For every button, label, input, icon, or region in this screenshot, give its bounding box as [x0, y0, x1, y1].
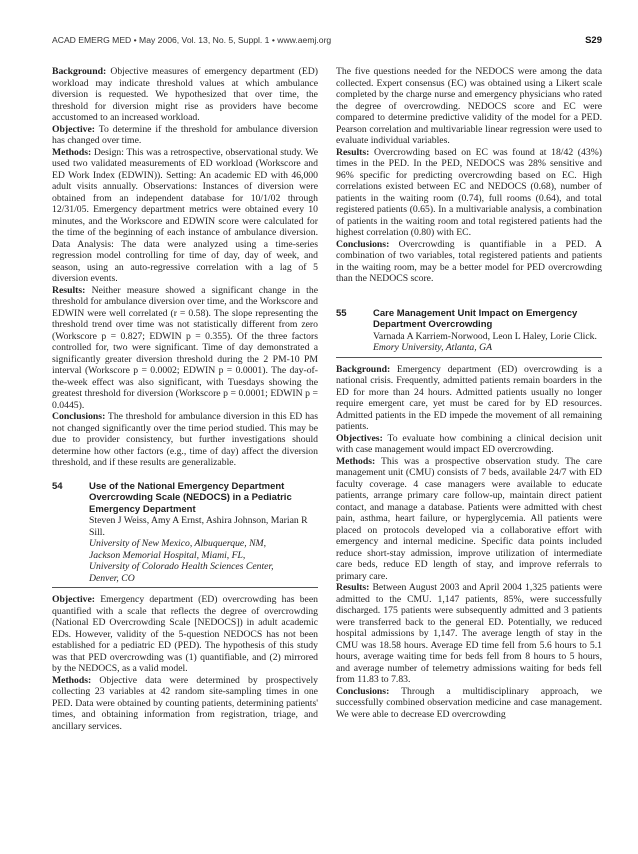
abstract-title: Use of the National Emergency Department Overcrowding Scale (NEDOCS) in a Pediatric Emergency Department [89, 480, 292, 515]
abstract-continuation: The five questions needed for the NEDOCS were among the data collected. Expert consensus (EC) was obtained using a Likert scale completed by the charge nurse and emergency physicians who rated the degree of overcrowding. NEDOCS score and EC were compared to determine predictive validity of the model for a PED. Pearson correlation and multivariable linear regression were used to evaluate individual variables. [336, 66, 602, 146]
abstract-53-body [52, 66, 318, 469]
abstract-authors: Varnada A Karriem-Norwood, Leon L Haley, Lorie Click. [373, 330, 597, 342]
abstract-section: Background: Emergency department (ED) overcrowding is a national crisis. Frequently, admitted patients remain boarders in the ED for more than 24 hours. Admitted patients usually no longer require emergent care, yet must be cared for by ED resources. Admitted patients in the ED impede the movement of all remaining patients. [336, 363, 602, 432]
abstract-54-heading [52, 481, 318, 585]
abstract-section: Conclusions: The threshold for ambulance diversion in this ED has not changed significantly over the time period studied. This may be due to provider consistency, but further investigations should determine how other factors (e.g., time of day) affect the diversion threshold, and if these results are generalizable. [52, 411, 318, 468]
abstract-number: 54 [52, 480, 63, 492]
abstract-section: Conclusions: Through a multidisciplinary approach, we successfully combined observation medicine and case management. We were able to decrease ED overcrowding [336, 685, 602, 720]
abstract-section: Conclusions: Overcrowding is quantifiable in a PED. A combination of two variables, total registered patients and patients in the waiting room, may be a better model for PED overcrowding than the NEDOCS score. [336, 238, 602, 284]
running-header [52, 35, 602, 45]
running-head: ACAD EMERG MED • May 2006, Vol. 13, No. 5, Suppl. 1 • www.aemj.org [52, 35, 332, 45]
abstract-section: Results: Between August 2003 and April 2004 1,325 patients were admitted to the CMU. 1,147 patients, 85%, were successfully discharged. 175 patients were subsequently admitted and 3 patients were transferred back to the general ED. Potentially, we reduced hospital admissions by 1,147. The average length of stay in the CMU was 18.58 hours. Average ED time fell from 5.6 hours to 5.1 hours, average waiting time for beds fell from 8 hours to 5 hours, and average number of telemetry admissions waiting for beds fell from 11.83 to 7.83. [336, 582, 602, 685]
abstract-section: Objective: Emergency department (ED) overcrowding has been quantified with a scale that reflects the degree of overcrowding (National ED Overcrowding Scale [NEDOCS]) in adult academic EDs. However, validity of the 5-question NEDOCS has not been established for a pediatric ED (PED). The hypothesis of this study was that PED overcrowding was (1) quantifiable, and (2) mirrored by the NEDOCS, as a valid model. [52, 594, 318, 674]
affiliation: University of Colorado Health Sciences Center, [89, 561, 274, 572]
affiliation: Emory University, Atlanta, GA [373, 342, 493, 353]
right-column [336, 66, 602, 720]
abstract-section: Background: Objective measures of emergency department (ED) workload may indicate threshold values at which ambulance diversion is requested. We hypothesized that over time, the threshold for diversion might rise as providers have become accustomed to an increased workload. [52, 66, 318, 123]
affiliation: Denver, CO [89, 572, 135, 584]
affiliation: University of New Mexico, Albuquerque, NM, [89, 538, 267, 549]
abstract-55-heading [336, 308, 602, 354]
abstract-section: Objective: To determine if the threshold for ambulance diversion has changed over time. [52, 123, 318, 146]
abstract-section: Results: Neither measure showed a significant change in the threshold for ambulance diversion over time, and the Workscore and EDWIN were well correlated (r = 0.58). The slope representing the threshold trend over time was not statistically different from zero (Workscore p = 0.827; EDWIN p = 0.355). Of the three factors controlled for, two were significant. Time of day demonstrated a significantly greater diversion threshold during the 2 PM-10 PM interval (Workscore p = 0.0002; EDWIN p = 0.0001). The day-of-the-week effect was also significant, with Tuesdays showing the greatest threshold for diversion (Workscore p = 0.0001; EDWIN p = 0.0445). [52, 284, 318, 411]
abstract-section: Objectives: To evaluate how combining a clinical decision unit with case management would impact ED overcrowding. [336, 432, 602, 455]
affiliation: Jackson Memorial Hospital, Miami, FL, [89, 549, 246, 561]
page-number: S29 [585, 35, 602, 46]
abstract-number: 55 [336, 307, 347, 319]
abstract-section: Methods: Design: This was a retrospective, observational study. We used two validated measurements of ED workload (Workscore and ED Work Index (EDWIN)). Setting: An academic ED with 46,000 adult visits annually. Observations: Instances of diversion were obtained from an independent database for 10/1/02 through 12/31/05. Emergency department metrics were obtained every 10 minutes, and the Workscore and EDWIN score were calculated for the time of the beginning of each instance of ambulance diversion. Data Analysis: The data were analyzed using a time-series regression model controlling for time of day, day of week, and season, using an auto-regressive correlation with a lag of 5 diversion events. [52, 146, 318, 284]
abstract-section: Methods: Objective data were determined by prospectively collecting 23 variables at 42 random site-sampling times in one PED. Data were obtained by counting patients, determining patients' times, and obtaining information from registration, triage, and ancillary services. [52, 674, 318, 732]
left-column [52, 66, 318, 732]
divider [52, 587, 318, 588]
abstract-section: Results: Overcrowding based on EC was found at 18/42 (43%) times in the PED. In the PED, NEDOCS was 28% sensitive and 96% specific for predicting overcrowding based on EC. High correlations existed between EC and NEDOCS (0.68), number of patients in the waiting room (0.74), full rooms (0.64), and total registered patients (0.65). In a multivariable analysis, a combination of patients in the waiting room and total registered patients had the highest correlation (0.80) with EC. [336, 146, 602, 238]
abstract-title: Care Management Unit Impact on Emergency Department Overcrowding [373, 307, 578, 330]
abstract-authors: Steven J Weiss, Amy A Ernst, Ashira Johnson, Marian R Sill. [89, 515, 308, 538]
abstract-section: Methods: This was a prospective observation study. The care management unit (CMU) consists of 7 beds, available 24/7 with ED faculty coverage. 4 case managers were available to educate patients, arrange primary care follow-up, maintain direct patient contact, and manage a database. Patients were admitted with chest pain, asthma, heart failure, or hyperglycemia. All patients were placed on protocols developed via a collaborative effort with emergency and internal medicine. Specific data points included reduce short-stay admission, improve utilization of intermediate care beds, reduce ED length of stay, and improve referrals to primary care. [336, 455, 602, 582]
divider [336, 357, 602, 358]
